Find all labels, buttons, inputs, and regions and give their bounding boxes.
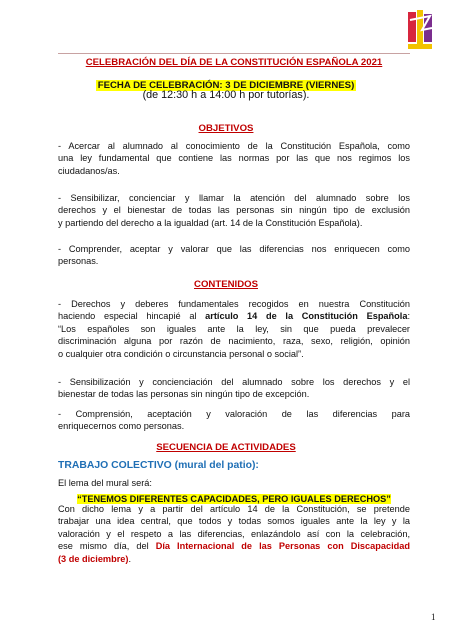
document-title: CELEBRACIÓN DEL DÍA DE LA CONSTITUCIÓN ESPAÑOLA 2021: [85, 57, 383, 68]
text-line: - Sensibilización y concienciación del alumnado sobre los derechos y el: [58, 377, 410, 387]
text-line: enriquecernos como personas.: [58, 421, 185, 432]
text-line: ciudadanos/as.: [58, 165, 120, 176]
text-line: [58, 310, 410, 322]
objetivos-paragraph-3: [58, 243, 410, 268]
objetivos-heading: OBJETIVOS: [198, 123, 254, 134]
text-line: y partiendo del derecho a la igualdad (art. 14 de la Constitución Española).: [58, 217, 363, 228]
text-line: valoración y el respeto a las diferencias, enlazándolo así con la celebración,: [58, 528, 410, 539]
lema-highlight: “TENEMOS DIFERENTES CAPACIDADES, PERO IGUALES DERECHOS”: [77, 494, 391, 504]
text-run: haciendo especial hincapié al: [58, 311, 206, 322]
text-line: o cualquier otra condición o circunstancia personal o social”.: [58, 348, 304, 359]
text-line: Con dicho lema y a partir del artículo 14 de la Constitución, se pretende: [58, 504, 410, 514]
text-line: trabajar una idea central, que todos y todas somos iguales ante la ley y la: [58, 516, 410, 527]
text-line: - Sensibilizar, concienciar y llamar la atención del alumnado sobre los: [58, 193, 410, 203]
header-rule: [58, 53, 410, 54]
contenidos-paragraph-2: [58, 376, 410, 401]
page-number: 1: [431, 612, 436, 622]
international-day-reference: Día Internacional de las Personas con Discapacidad: [155, 541, 410, 552]
text-line: bienestar de todas las personas sin ningún tipo de excepción.: [58, 389, 310, 400]
contenidos-paragraph-3: [58, 408, 410, 433]
text-line: derechos y el bienestar de todas las personas sin ningún tipo de exclusión: [58, 205, 410, 216]
text-line: una ley fundamental que contiene las normas por las que nos regimos los: [58, 153, 410, 164]
text-line: - Comprender, aceptar y valorar que las diferencias nos enriquecen como: [58, 244, 410, 254]
date-reference: (3 de diciembre): [58, 553, 129, 564]
text-run: ese mismo día, del: [58, 541, 156, 552]
objetivos-paragraph-2: [58, 192, 410, 229]
article-reference: artículo 14 de la Constitución Española: [205, 311, 408, 322]
text-line: - Derechos y deberes fundamentales recogidos en nuestra Constitución: [58, 299, 410, 309]
text-line: [58, 540, 410, 552]
school-logo-icon: [406, 8, 434, 52]
time-line: (de 12:30 h a 14:00 h por tutorías).: [142, 89, 310, 101]
lema-intro: El lema del mural será:: [58, 478, 152, 488]
text-line: - Comprensión, aceptación y valoración de las diferencias para: [58, 409, 410, 419]
text-line: [58, 553, 410, 565]
contenidos-heading: CONTENIDOS: [194, 279, 258, 290]
text-line: - Acercar al alumnado al conocimiento de la Constitución Española, como: [58, 141, 410, 151]
date-highlight: FECHA DE CELEBRACIÓN: 3 DE DICIEMBRE (VIERNES): [97, 80, 355, 91]
secuencia-heading: SECUENCIA DE ACTIVIDADES: [156, 442, 296, 453]
text-run: :: [407, 311, 410, 322]
secuencia-paragraph: [58, 503, 410, 565]
contenidos-paragraph-1: [58, 298, 410, 360]
trabajo-colectivo-heading: TRABAJO COLECTIVO (mural del patio):: [58, 460, 259, 471]
objetivos-paragraph-1: [58, 140, 410, 177]
text-line: “Los españoles son iguales ante la ley, sin que pueda prevalecer: [58, 323, 410, 334]
text-line: discriminación alguna por razón de nacimiento, raza, sexo, religión, opinión: [58, 336, 410, 347]
text-run: .: [128, 553, 132, 564]
text-line: personas.: [58, 256, 99, 267]
